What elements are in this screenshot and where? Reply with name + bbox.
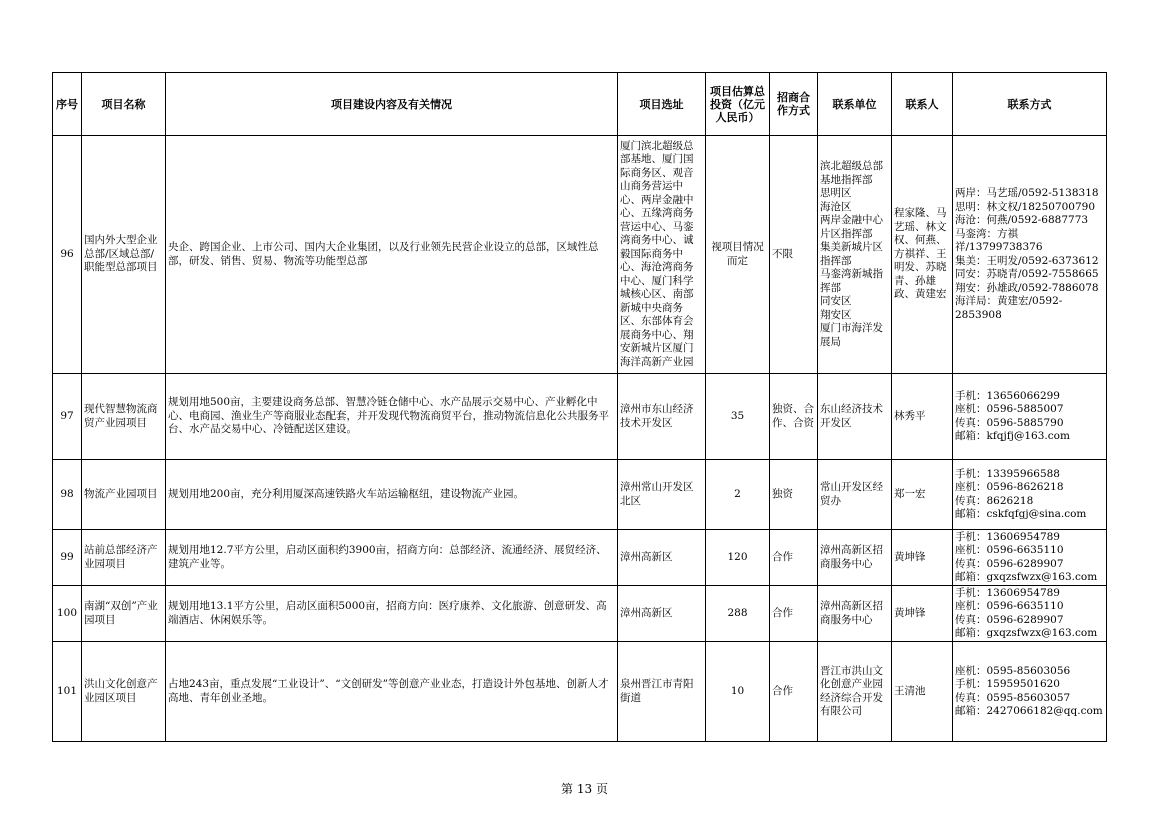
contact-info [953,460,1107,530]
project-name: 物流产业园项目 [82,460,166,530]
contact-info-line: 海洋局：黄建宏/0592-2853908 [955,295,1063,321]
project-name: 国内外大型企业总部/区域总部/职能型总部项目 [82,136,166,374]
cooperation-mode: 不限 [770,136,818,374]
table-row [53,530,1107,586]
project-content: 央企、跨国企业、上市公司、国内大企业集团，以及行业领先民营企业设立的总部，区域性总部，研发、销售、贸易、物流等功能型总部 [166,136,618,374]
project-investment: 35 [706,374,770,460]
contact-person: 林秀平 [892,374,953,460]
contact-unit-line: 厦门市海洋发展局 [820,322,883,348]
contact-info-line: 座机：0596-8626218 [955,481,1064,493]
contact-unit-line: 思明区 [820,187,852,199]
table-row [53,460,1107,530]
row-number: 98 [53,460,82,530]
contact-info-line: 邮箱：2427066182@qq.com [955,705,1103,717]
contact-person: 郑一宏 [892,460,953,530]
contact-info-line: 座机：0596-6635110 [955,600,1064,612]
contact-info [953,374,1107,460]
col-header-mode: 招商合作方式 [770,73,818,136]
contact-unit-line: 两岸金融中心片区指挥部 [820,214,883,240]
contact-unit-line: 滨北超级总部基地指挥部 [820,160,883,186]
contact-info-line: 传真：0595-85603057 [955,691,1071,704]
contact-info-line: 邮箱：kfqjfj@163.com [955,430,1070,442]
contact-info-line: 传真：0596-5885790 [955,416,1064,429]
contact-info-line: 手机：13606954789 [955,530,1060,543]
row-number: 96 [53,136,82,374]
contact-unit-line: 集美新城片区指挥部 [820,241,883,267]
cooperation-mode: 合作 [770,530,818,586]
col-header-investment: 项目估算总投资（亿元人民币） [706,73,770,136]
project-table [52,72,1107,742]
project-investment: 10 [706,642,770,742]
col-header-site: 项目选址 [618,73,706,136]
project-content: 规划用地200亩，充分利用厦深高速铁路火车站运输枢纽，建设物流产业园。 [166,460,618,530]
project-content: 规划用地12.7平方公里，启动区面积约3900亩，招商方向：总部经济、流通经济、展贸经济、建筑产业等。 [166,530,618,586]
project-investment: 视项目情况而定 [706,136,770,374]
contact-unit [818,642,892,742]
row-number: 97 [53,374,82,460]
contact-unit-line: 海沧区 [820,200,852,213]
row-number: 100 [53,586,82,642]
project-site: 漳州高新区 [618,530,706,586]
contact-unit [818,374,892,460]
contact-info-line: 邮箱：gxqzsfwzx@163.com [955,571,1098,583]
contact-info-line: 翔安：孙雄政/0592-7886078 [955,281,1099,294]
project-name: 洪山文化创意产业园区项目 [82,642,166,742]
project-site: 漳州常山开发区北区 [618,460,706,530]
contact-info-line: 两岸：马艺瑶/0592-5138318 [955,187,1099,199]
contact-info-line: 手机：13395966588 [955,467,1060,480]
project-site: 泉州晋江市青阳街道 [618,642,706,742]
project-name: 南湖“双创”产业园项目 [82,586,166,642]
table-row [53,642,1107,742]
contact-info-line: 手机：13606954789 [955,586,1060,599]
cooperation-mode: 合作 [770,586,818,642]
contact-unit [818,460,892,530]
contact-info-line: 手机：15959501620 [955,678,1060,690]
page-number: 第 13 页 [561,782,608,796]
contact-info-line: 思明：林文权/18250700790 [955,200,1096,213]
contact-info [953,642,1107,742]
contact-info-line: 传真：0596-6289907 [955,557,1064,570]
col-header-content: 项目建设内容及有关情况 [166,73,618,136]
contact-info-line: 马銮湾：方祺祥/13799738376 [955,227,1043,253]
col-header-name: 项目名称 [82,73,166,136]
header-row [53,73,1107,136]
table-row [53,586,1107,642]
project-name: 现代智慧物流商贸产业园项目 [82,374,166,460]
contact-person: 王清池 [892,642,953,742]
contact-unit-line: 东山经济技术开发区 [820,403,883,429]
table-row [53,374,1107,460]
cooperation-mode: 独资、合作、合资 [770,374,818,460]
contact-unit-line: 晋江市洪山文化创意产业园经济综合开发有限公司 [820,664,883,717]
col-header-person: 联系人 [892,73,953,136]
contact-info-line: 座机：0596-5885007 [955,403,1064,415]
contact-info-line: 传真：8626218 [955,494,1034,507]
row-number: 101 [53,642,82,742]
contact-info [953,136,1107,374]
contact-unit-line: 漳州高新区招商服务中心 [820,600,883,626]
contact-unit [818,530,892,586]
contact-info [953,586,1107,642]
cooperation-mode: 合作 [770,642,818,742]
contact-unit-line: 常山开发区经贸办 [820,481,883,507]
project-site: 厦门滨北超级总部基地、厦门国际商务区、观音山商务营运中心、两岸金融中心、五缘湾商务营运中心、马銮湾商务中心、诚毅国际商务中心、海沧湾商务中心、厦门科学城核心区、南部新城中央商务区、东部体育会展商务中心、翔安新城片区厦门海洋高新产业园 [618,136,706,374]
project-investment: 2 [706,460,770,530]
contact-info-line: 同安：苏晓青/0592-7558665 [955,268,1099,280]
contact-info-line: 集美：王明发/0592-6373612 [955,254,1099,267]
contact-unit [818,136,892,374]
contact-info-line: 邮箱：cskfqfgj@sina.com [955,508,1087,520]
project-site: 漳州市东山经济技术开发区 [618,374,706,460]
contact-info-line: 海沧：何燕/0592-6887773 [955,214,1089,226]
contact-info-line: 传真：0596-6289907 [955,613,1064,626]
col-header-no: 序号 [53,73,82,136]
table-row [53,136,1107,374]
contact-info [953,530,1107,586]
project-name: 站前总部经济产业园项目 [82,530,166,586]
contact-info-line: 座机：0596-6635110 [955,544,1064,556]
contact-person: 黄坤锋 [892,586,953,642]
project-investment: 120 [706,530,770,586]
col-header-unit: 联系单位 [818,73,892,136]
contact-unit-line: 漳州高新区招商服务中心 [820,544,883,570]
contact-info-line: 手机：13656066299 [955,389,1060,402]
project-content: 占地243亩，重点发展“工业设计”、“文创研发”等创意产业业态，打造设计外包基地、创新人才高地、青年创业圣地。 [166,642,618,742]
project-site: 漳州高新区 [618,586,706,642]
contact-info-line: 座机：0595-85603056 [955,664,1071,677]
contact-unit [818,586,892,642]
cooperation-mode: 独资 [770,460,818,530]
col-header-contact: 联系方式 [953,73,1107,136]
project-investment: 288 [706,586,770,642]
contact-info-line: 邮箱：gxqzsfwzx@163.com [955,627,1098,639]
contact-person: 程家隆、马艺瑶、林文权、何燕、方祺祥、王明发、苏晓青、孙雄政、黄建宏 [892,136,953,374]
contact-unit-line: 同安区 [820,295,852,307]
contact-unit-line: 翔安区 [820,308,852,321]
contact-unit-line: 马銮湾新城指挥部 [820,268,883,294]
project-content: 规划用地500亩，主要建设商务总部、智慧冷链仓储中心、水产品展示交易中心、产业孵化中心、电商园、渔业生产等商服业态配套，并开发现代物流商贸平台，推动物流信息化公共服务平台、水产品交易中心、冷链配送区建设。 [166,374,618,460]
row-number: 99 [53,530,82,586]
project-content: 规划用地13.1平方公里，启动区面积5000亩，招商方向：医疗康养、文化旅游、创意研发、高端酒店、休闲娱乐等。 [166,586,618,642]
contact-person: 黄坤锋 [892,530,953,586]
